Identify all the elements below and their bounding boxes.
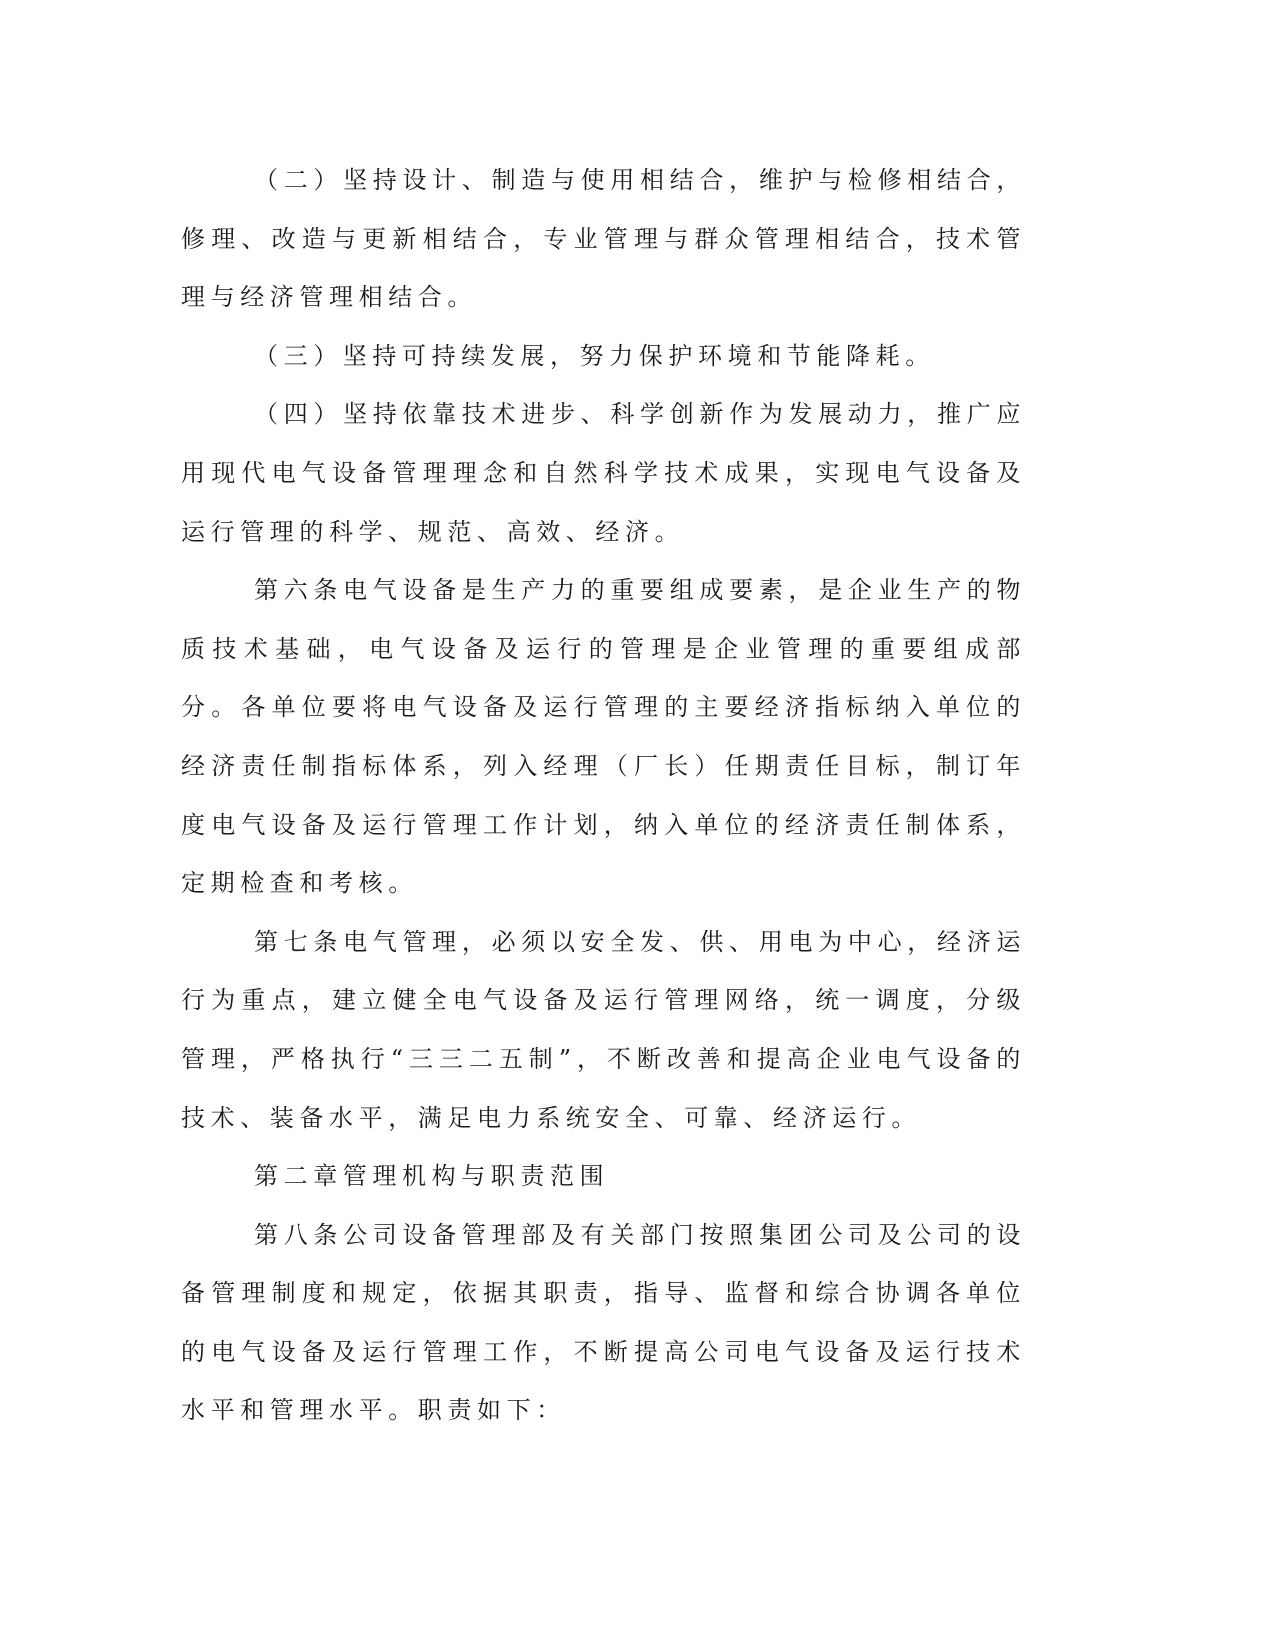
chapter-heading: 第二章管理机构与职责范围 [254, 1162, 610, 1191]
paragraph-article-7: 第七条电气管理，必须以安全发、供、用电为中心，经济运行为重点，建立健全电气设备及运行管理网络，统一调度，分级管理，严格执行“三三二五制”，不断改善和提高企业电气设备的技术、装备水平，满足电力系统安全、可靠、经济运行。 [181, 927, 1026, 1132]
paragraph-principle-4: （四）坚持依靠技术进步、科学创新作为发展动力，推广应用现代电气设备管理理念和自然科学技术成果，实现电气设备及运行管理的科学、规范、高效、经济。 [181, 400, 1026, 546]
document-body [181, 151, 1026, 1440]
paragraph-principle-2: （二）坚持设计、制造与使用相结合，维护与检修相结合，修理、改造与更新相结合，专业管理与群众管理相结合，技术管理与经济管理相结合。 [181, 166, 1026, 312]
paragraph-principle-3: （三）坚持可持续发展，努力保护环境和节能降耗。 [254, 341, 935, 370]
paragraph-article-6: 第六条电气设备是生产力的重要组成要素，是企业生产的物质技术基础，电气设备及运行的管理是企业管理的重要组成部分。各单位要将电气设备及运行管理的主要经济指标纳入单位的经济责任制指标体系，列入经理（厂长）任期责任目标，制订年度电气设备及运行管理工作计划，纳入单位的经济责任制体系，定期检查和考核。 [181, 576, 1026, 898]
paragraph-article-8: 第八条公司设备管理部及有关部门按照集团公司及公司的设备管理制度和规定，依据其职责，指导、监督和综合协调各单位的电气设备及运行管理工作，不断提高公司电气设备及运行技术水平和管理水平。职责如下： [181, 1220, 1026, 1425]
